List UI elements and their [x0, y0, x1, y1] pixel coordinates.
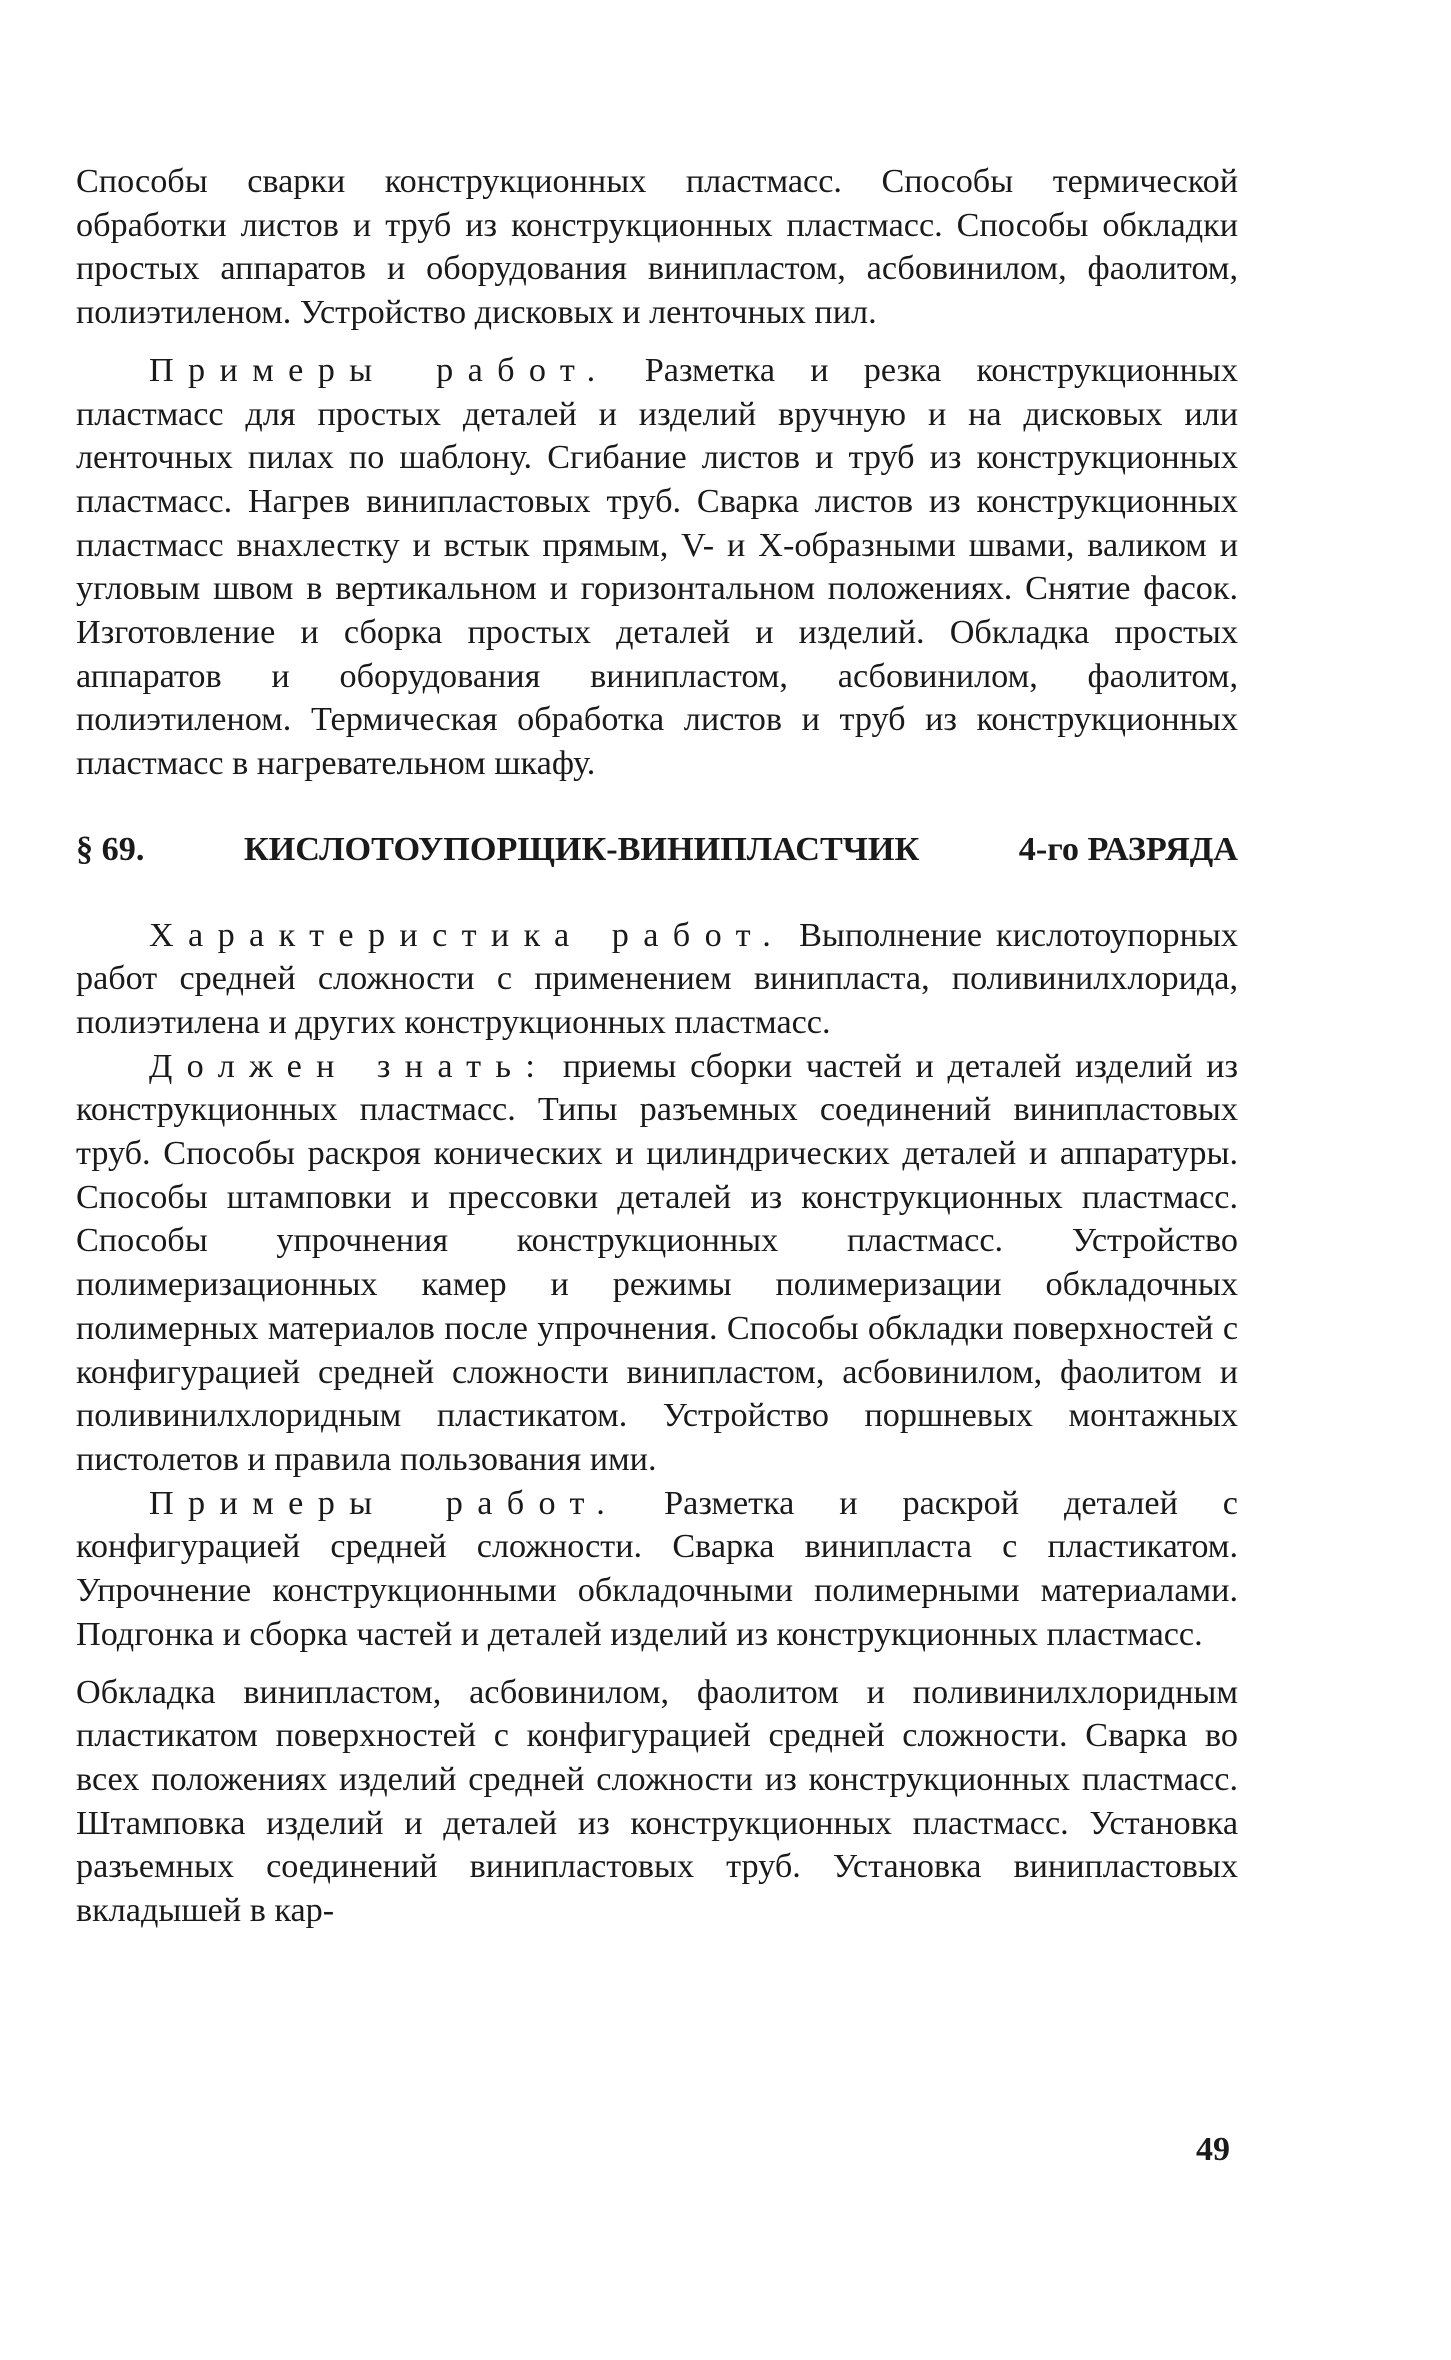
- paragraph-lining-work: [76, 1671, 1238, 1933]
- paragraph-work-characteristics: [76, 914, 1238, 1045]
- paragraph-must-know: [76, 1045, 1238, 1482]
- section-title: КИСЛОТОУПОРЩИК-ВИНИПЛАСТЧИК: [243, 830, 920, 868]
- paragraph-lead: Примеры работ.: [149, 1484, 620, 1522]
- section-grade-word: РАЗРЯДА: [1087, 830, 1238, 868]
- page-number: 49: [1196, 2131, 1230, 2168]
- paragraph-lead: Примеры работ.: [149, 351, 610, 389]
- paragraph-lead: Должен знать:: [149, 1047, 550, 1085]
- paragraph-text: Разметка и раскрой деталей с конфигурацией средней сложности. Сварка винипласта с пластикатом. Упрочнение конструкционными обкладочными полимерными материалами. Подгонка и сборка частей и деталей изделий из конструкционных пластмасс.: [76, 1484, 1238, 1653]
- section-number: § 69.: [76, 830, 145, 868]
- paragraph-text: Обкладка винипластом, асбовинилом, фаолитом и поливинилхлоридным пластикатом поверхностей с конфигурацией средней сложности. Сварка во всех положениях изделий средней сложности из конструкционных пластмасс. Штамповка изделий и деталей из конструкционных пластмасс. Установка разъемных соединений винипластовых труб. Установка винипластовых вкладышей в кар-: [76, 1673, 1238, 1930]
- paragraph-lead: Характеристика работ.: [149, 916, 786, 954]
- page-body: [76, 160, 1238, 1933]
- section-grade: 4-го: [1018, 830, 1079, 868]
- paragraph-text: Выполнение кислотоупорных работ средней сложности с применением винипласта, поливинилхлорида, полиэтилена и других конструкционных пластмасс.: [76, 916, 1238, 1041]
- paragraph-text: Разметка и резка конструкционных пластмасс для простых деталей и изделий вручную и на дисковых или ленточных пилах по шаблону. Сгибание листов и труб из конструкционных пластмасс. Нагрев винипластовых труб. Сварка листов из конструкционных пластмасс внахлестку и встык прямым, V- и X-образными швами, валиком и угловым швом в вертикальном и горизонтальном положениях. Снятие фасок. Изготовление и сборка простых деталей и изделий. Обкладка простых аппаратов и оборудования винипластом, асбовинилом, фаолитом, полиэтиленом. Термическая обработка листов и труб из конструкционных пластмасс в нагревательном шкафу.: [76, 351, 1238, 783]
- paragraph-work-examples-grade3: [76, 349, 1238, 786]
- paragraph-text: Способы сварки конструкционных пластмасс. Способы термической обработки листов и труб из конструкционных пластмасс. Способы обкладки простых аппаратов и оборудования винипластом, асбовинилом, фаолитом, полиэтиленом. Устройство дисковых и ленточных пил.: [76, 163, 1238, 332]
- paragraph-work-examples-grade4: [76, 1482, 1238, 1657]
- paragraph-welding-methods: [76, 160, 1238, 335]
- section-heading: [76, 828, 1238, 872]
- paragraph-text: приемы сборки частей и деталей изделий из конструкционных пластмасс. Типы разъемных соединений винипластовых труб. Способы раскроя конических и цилиндрических деталей и аппаратуры. Способы штамповки и прессовки деталей из конструкционных пластмасс. Способы упрочнения конструкционных пластмасс. Устройство полимеризационных камер и режимы полимеризации обкладочных полимерных материалов после упрочнения. Способы обкладки поверхностей с конфигурацией средней сложности винипластом, асбовинилом, фаолитом и поливинилхлоридным пластикатом. Устройство поршневых монтажных пистолетов и правила пользования ими.: [76, 1047, 1238, 1478]
